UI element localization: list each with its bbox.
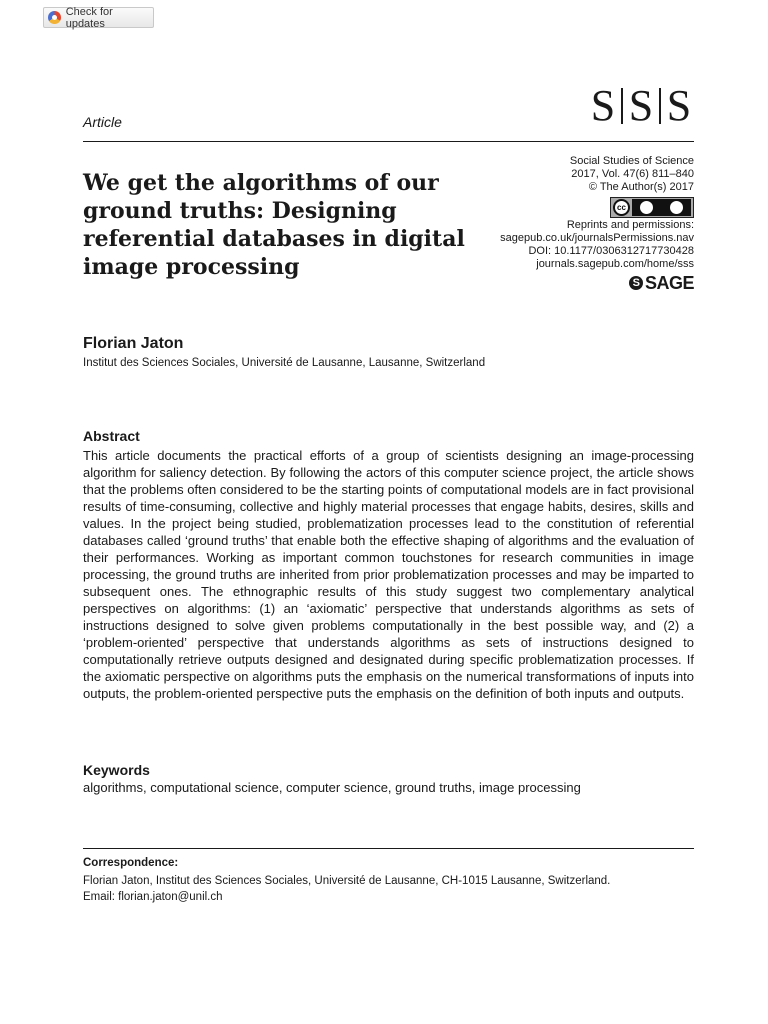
author-affiliation: Institut des Sciences Sociales, Université de Lausanne, Lausanne, Switzerland: [83, 357, 486, 369]
noncommercial-icon: [670, 201, 683, 214]
article-title: We get the algorithms of our ground truths: Designing referential databases in digital image processing: [83, 170, 465, 280]
journal-home-link[interactable]: journals.sagepub.com/home/sss: [536, 258, 694, 270]
footer-rule: [83, 848, 694, 849]
sage-logo: [629, 272, 694, 293]
abstract-heading: Abstract: [83, 428, 140, 444]
logo-letter: S: [666, 81, 692, 130]
journal-name: Social Studies of Science: [569, 155, 694, 167]
keywords-heading: Keywords: [83, 762, 150, 778]
crossmark-icon: [48, 11, 61, 24]
keywords-text: algorithms, computational science, computer science, ground truths, image processing: [83, 780, 581, 795]
license-badge[interactable]: [610, 197, 694, 218]
check-for-updates-label: Check for updates: [65, 5, 113, 30]
reprints-label: Reprints and permissions:: [566, 219, 694, 231]
reprints-link[interactable]: sagepub.co.uk/journalsPermissions.nav: [500, 232, 694, 244]
attribution-icon: [640, 201, 653, 214]
logo-letter: S: [590, 81, 616, 130]
abstract-text: This article documents the practical efforts of a group of scientists designing an image-processing algorithm for saliency detection. By following the actors of this computer science project, the article shows that the problems often considered to be the starting points of computational models are in fact provisional results of time-consuming, collective and highly material processes that engage habits, desires, skills and values. In the project being studied, problematization processes lead to the constitution of referential databases called ‘ground truths’ that enable both the effective shaping of algorithms and the evaluation of their performances. Working as important common touchstones for research communities in image processing, the ground truths are inherited from prior problematization processes and may be imparted to subsequent ones. The ethnographic results of this study suggest two complementary analytical perspectives on algorithms: (1) an ‘axiomatic’ perspective that understands algorithms as sets of instructions designed to solve given problems computationally in the best possible way, and (2) a ‘problem-oriented’ perspective that understands algorithms as sets of instructions designed to computationally retrieve outputs designed and designated during specific problematization processes. If the axiomatic perspective on algorithms puts the emphasis on the numerical transformations of inputs into outputs, the problem-oriented perspective puts the emphasis on the definition of both inputs and outputs.: [83, 448, 694, 701]
sage-mark-icon: S: [629, 276, 643, 290]
publisher-name: SAGE: [644, 272, 694, 293]
correspondence-address: Florian Jaton, Institut des Sciences Sociales, Université de Lausanne, CH-1015 Lausanne, Switzerland.: [83, 875, 611, 887]
journal-info-block: [464, 155, 694, 293]
header-rule: [83, 141, 694, 142]
correspondence-heading: Correspondence:: [83, 857, 179, 869]
logo-divider: [659, 88, 661, 124]
journal-citation: 2017, Vol. 47(6) 811–840: [571, 168, 694, 180]
logo-letter: S: [628, 81, 654, 130]
correspondence-email[interactable]: Email: florian.jaton@unil.ch: [83, 891, 223, 903]
journal-logo: [588, 83, 694, 129]
logo-divider: [621, 88, 623, 124]
doi-link[interactable]: DOI: 10.1177/0306312717730428: [528, 245, 694, 257]
check-for-updates-button[interactable]: [43, 7, 154, 28]
article-type-label: Article: [83, 114, 122, 130]
author-name: Florian Jaton: [83, 335, 184, 352]
cc-icon: cc: [613, 199, 630, 216]
copyright-line: © The Author(s) 2017: [588, 181, 694, 193]
license-terms: [632, 199, 691, 216]
